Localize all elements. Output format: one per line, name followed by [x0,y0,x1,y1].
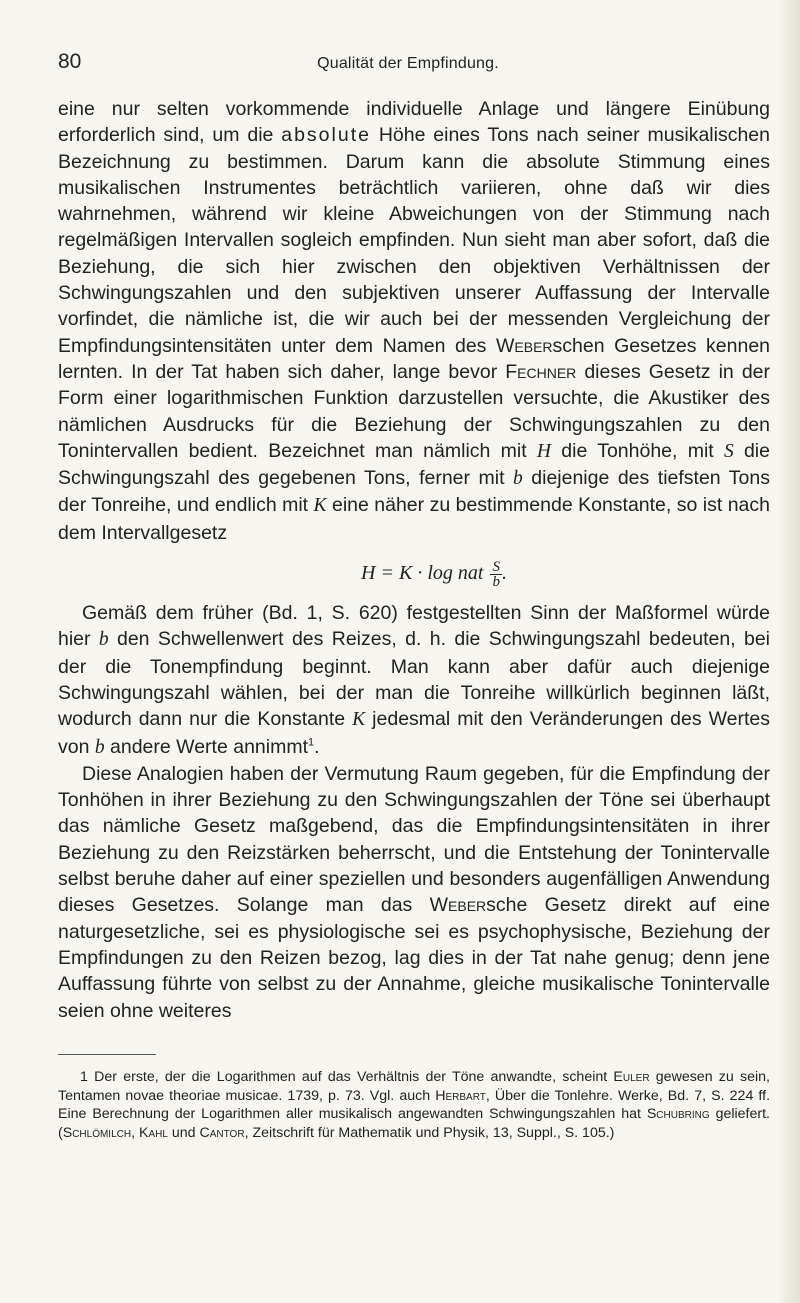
running-title: Qualität der Empfindung. [317,55,499,72]
formula-denominator: b [492,573,500,590]
name-weber: Weber [429,894,487,917]
paragraph-1: eine nur selten vorkommende individuelle Anlage und längere Einübung erforderlich sind, um die absolute Höhe eines Tons nach seiner musikalischen Bezeichnung zu bestimmen. Darum kann die absolute Stimmung eines musikalischen Instrumentes beträchtlich variieren, ohne daß wir dies wahrnehmen, während wir kleine Abweichungen von der Stimmung nach regelmäßigen Intervallen sogleich empfinden. Nun sieht man aber sofort, daß die Beziehung, die sich hier zwischen den objektiven Verhältnissen der Schwingungszahlen und den subjektiven unserer Auffassung der Intervalle vorfindet, die nämliche ist, die wir auch bei der messenden Vergleichung der Empfindungsintensitäten unter dem Namen des Weberschen Gesetzes kennen lernten. In der Tat haben sich daher, lange bevor Fechner dieses Gesetz in der Form einer logarithmischen Funktion darzustellen versuchte, die Akustiker des nämlichen Ausdrucks für die Beziehung der Schwingungszahlen zu den Tonintervallen bedient. Bezeichnet man nämlich mit H die Tonhöhe, mit S die Schwingungszahl des gegebenen Tons, ferner mit b diejenige des tiefsten Tons der Tonreihe, und endlich mit K eine näher zu bestimmende Konstante, so ist nach dem Intervallgesetz [58,98,771,544]
interval-law-formula: H = K · log nat $\frac{S}{b}$ . [361,558,507,590]
paragraph-2: Gemäß dem früher (Bd. 1, S. 620) festgestellten Sinn der Maßformel würde hier b den Schwellenwert des Reizes, d. h. die Schwingungszahl bedeuten, bei der die Tonempfindung beginnt. Man kann aber dafür auch diejenige Schwingungszahl wählen, bei der man die Tonreihe willkürlich beginnen läßt, wodurch dann nur die Konstante K jedesmal mit den Veränderungen des Wertes von b andere Werte annimmt$^1$. [58,602,770,758]
page-number: 80 [58,50,82,73]
page-edge-discoloration [778,0,800,1303]
footnote-ref: 1 [308,736,315,749]
formula-numerator: S [492,558,500,575]
name-weber: Weber [496,334,553,357]
body-text [58,96,770,1024]
formula-lhs: H = K · log nat [361,562,489,585]
formula-fraction [490,560,502,589]
footnote-divider [58,1054,156,1055]
name-fechner: Fechner [505,360,577,383]
footnote: 1 Der erste, der die Logarithmen auf das Verhältnis der Töne anwandte, scheint Euler gewesen zu sein, Tentamen novae theoriae musicae. 1739, p. 73. Vgl. auch Herbart, Über die Tonlehre. Werke, Bd. 7, S. 224 ff. Eine Berechnung der Logarithmen aller musikalisch angewandten Schwingungszahlen hat Schubring geliefert. (Schlömilch, Kahl und Cantor, Zeitschrift für Mathematik und Physik, 13, Suppl., S. 105.) [58,1069,771,1141]
emphasis-absolute: absolute [281,124,371,147]
page-header [58,50,758,90]
paragraph-3: Diese Analogien haben der Vermutung Raum gegeben, für die Empfindung der Tonhöhen in ihrer Beziehung zu den Schwingungszahlen der Töne sei überhaupt das nämliche Gesetz maßgebend, das die Empfindungsintensitäten in ihrer Beziehung zu den Reizstärken beherrscht, und die Entstehung der Tonintervalle selbst beruhe daher auf einer speziellen und besonders augenfälligen Anwendung dieses Gesetzes. Solange man das Webersche Gesetz direkt auf eine naturgesetzliche, sei es physiologische sei es psychophysische, Beziehung der Empfindungen zu den Reizen bezog, lag dies in der Tat nahe genug; denn jene Auffassung führte von selbst zu der Annahme, gleiche musikalische Tonintervalle seien ohne weiteres [58,762,770,1022]
